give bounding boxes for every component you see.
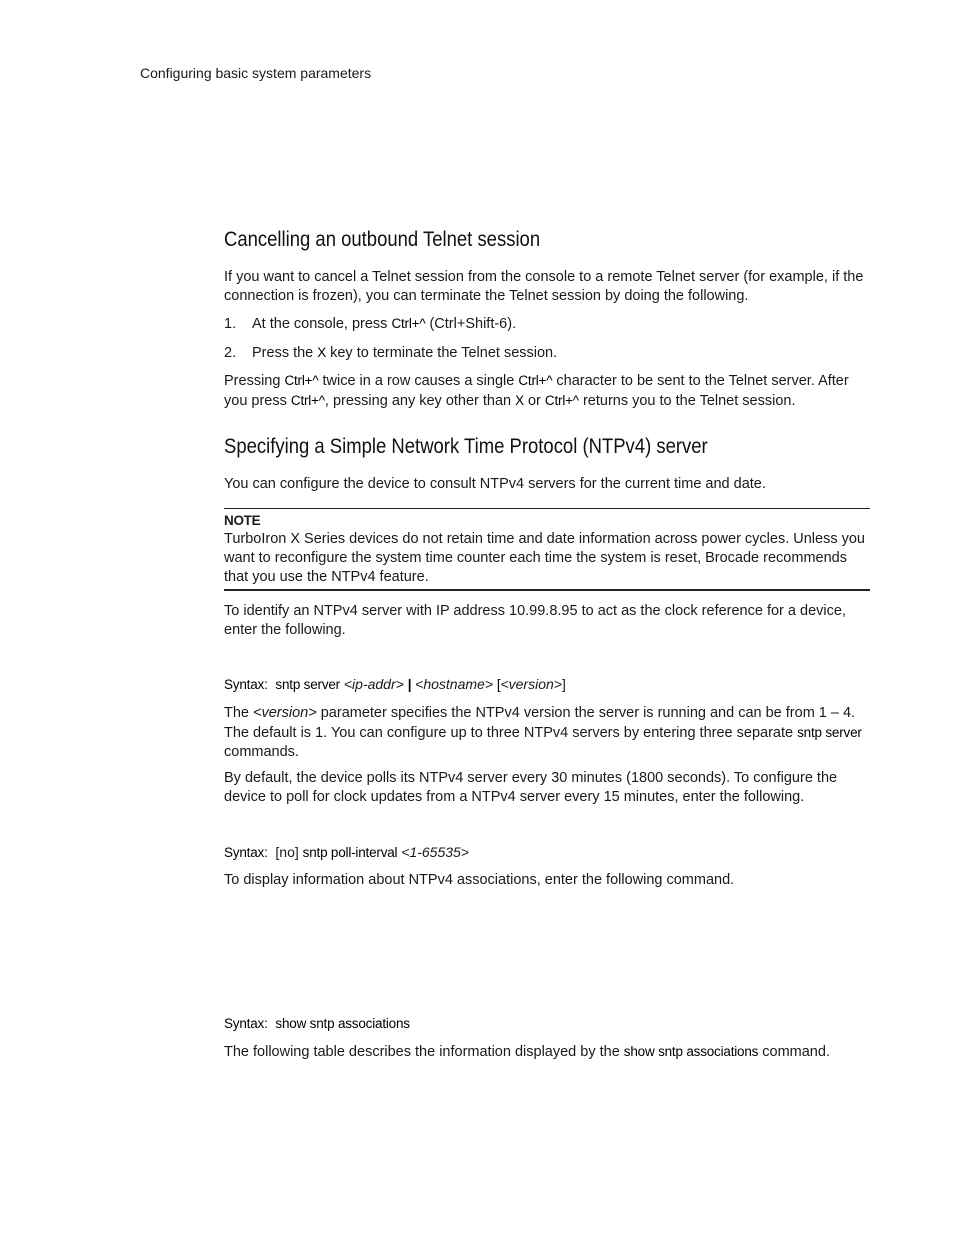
inline-param: <version>	[253, 705, 317, 721]
step-number: 2.	[224, 345, 237, 361]
syntax-optional-close: ]	[561, 676, 566, 692]
note-bottom-rule	[224, 589, 870, 591]
step-text: At the console, press	[252, 316, 392, 332]
key-combo: Ctrl+^	[544, 393, 579, 408]
step-2	[224, 343, 874, 363]
poll-interval-paragraph: By default, the device polls its NTPv4 server every 30 minutes (1800 seconds). To configure the device to poll for clock updates from a NTPv4 server every 15 minutes, enter the following.	[224, 770, 838, 805]
step-text: key to terminate the Telnet session.	[326, 345, 558, 361]
syntax-label: Syntax:	[224, 845, 268, 860]
key-combo: Ctrl+^	[391, 316, 426, 331]
syntax-separator: |	[407, 677, 412, 692]
note-top-rule	[224, 508, 870, 509]
ntp-intro-paragraph: You can configure the device to consult NTPv4 servers for the current time and date.	[224, 476, 766, 492]
table-description-paragraph: The following table describes the information displayed by the show sntp associations command.	[224, 1044, 830, 1060]
syntax-command: show sntp associations	[275, 1016, 410, 1031]
syntax-optional-open: [	[496, 677, 501, 692]
syntax-label: Syntax:	[224, 677, 268, 692]
telnet-intro-paragraph: If you want to cancel a Telnet session from the console to a remote Telnet server (for example, if the connection is frozen), you can terminate the Telnet session by doing the following.	[224, 269, 864, 304]
key-name: X	[317, 345, 327, 360]
syntax-poll-interval	[224, 844, 469, 860]
telnet-closing-paragraph: Pressing Ctrl+^ twice in a row causes a single Ctrl+^ character to be sent to the Telnet server. After you press Ctrl+^, pressing any key other than X or Ctrl+^ returns you to the Telnet session.	[224, 373, 849, 409]
version-parameter-paragraph: The <version> parameter specifies the NTPv4 version the server is running and can be from 1 – 4. The default is 1. You can configure up to three NTPv4 servers by entering three separate sntp server commands.	[224, 705, 862, 760]
note-label: NOTE	[224, 513, 261, 528]
note-text: TurboIron X Series devices do not retain time and date information across power cycles. Unless you want to reconfigure the system time counter each time the system is reset, Brocade recommends that you use the NTPv4 feature.	[224, 531, 865, 585]
running-header: Configuring basic system parameters	[140, 65, 372, 81]
identify-server-paragraph: To identify an NTPv4 server with IP address 10.99.8.95 to act as the clock reference for a device, enter the following.	[224, 603, 846, 638]
inline-command: show sntp associations	[623, 1044, 759, 1059]
step-text: (Ctrl+Shift-6).	[425, 316, 517, 332]
syntax-command: sntp poll-interval	[302, 845, 398, 860]
syntax-command: sntp server	[275, 677, 340, 692]
syntax-optional: [no]	[275, 844, 299, 860]
step-text: Press the	[252, 345, 318, 361]
display-associations-paragraph: To display information about NTPv4 associations, enter the following command.	[224, 872, 735, 888]
syntax-sntp-server	[224, 676, 566, 692]
syntax-param: <version>	[500, 676, 562, 692]
inline-command: sntp server	[797, 725, 862, 740]
key-name: X	[515, 393, 524, 408]
key-combo: Ctrl+^	[290, 393, 325, 408]
step-1	[224, 314, 874, 334]
section-heading-telnet-cancel: Cancelling an outbound Telnet session	[224, 228, 541, 251]
syntax-show-associations	[224, 1015, 410, 1031]
syntax-label: Syntax:	[224, 1016, 268, 1031]
syntax-param: <hostname>	[415, 676, 494, 692]
step-number: 1.	[224, 316, 237, 332]
section-heading-ntp-server: Specifying a Simple Network Time Protocol (NTPv4) server	[224, 435, 708, 458]
syntax-param: <1-65535>	[401, 844, 469, 860]
key-combo: Ctrl+^	[284, 373, 319, 388]
syntax-param: <ip-addr>	[343, 676, 404, 692]
key-combo: Ctrl+^	[518, 373, 553, 388]
